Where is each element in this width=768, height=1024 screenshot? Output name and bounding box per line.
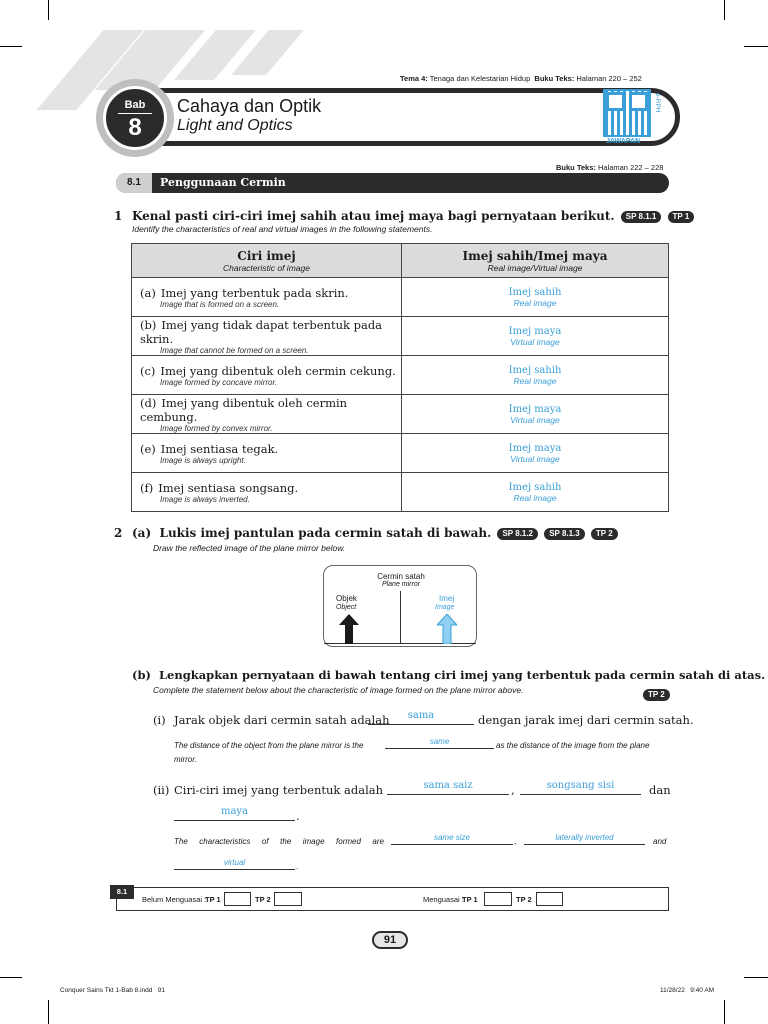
- buku-range: Halaman 220 – 252: [576, 74, 642, 83]
- q2b-text-en: Complete the statement below about the characteristic of image formed on the plane mirror above.: [153, 685, 524, 695]
- crop-mark: [48, 1000, 49, 1024]
- answer-cell[interactable]: [402, 278, 669, 317]
- statement-cell: [132, 395, 402, 434]
- statement-en: Image that cannot be formed on a screen.: [160, 345, 309, 355]
- buku-label-2: Buku Teks:: [556, 163, 596, 172]
- q2bii-answer3-en: virtual: [223, 858, 246, 867]
- belum-tp2-label: TP 2: [255, 895, 271, 904]
- image-arrow-icon: [437, 614, 457, 644]
- statement-cell: [132, 356, 402, 395]
- answer-ms: Imej maya: [508, 442, 562, 454]
- statement-ms: Imej yang dibentuk oleh cermin cekung.: [160, 363, 396, 378]
- answer-en: Virtual image: [510, 453, 560, 464]
- row-label: (d): [140, 395, 157, 410]
- answer-ms: Imej maya: [508, 325, 562, 337]
- q2bi-answer-ms: sama: [407, 710, 435, 721]
- mirror-label-en: Plane mirror: [381, 581, 421, 588]
- table-row: [132, 473, 669, 512]
- q2a-badge-sp2: SP 8.1.3: [544, 528, 585, 540]
- q2b-text: Lengkapkan pernyataan di bawah tentang ciri imej yang terbentuk pada cermin satah di atas.: [158, 668, 766, 682]
- qr-side-label: e-RPH: [654, 93, 661, 113]
- q2a-text-ms: [132, 526, 618, 540]
- row-label: (a): [140, 285, 156, 300]
- crop-mark: [724, 1000, 725, 1024]
- answer-en: Virtual image: [510, 336, 560, 347]
- tema-line: [400, 74, 642, 83]
- statement-cell: [132, 278, 402, 317]
- answer-en: Real image: [513, 375, 557, 386]
- row-label: (e): [140, 441, 156, 456]
- section-number: 8.1: [116, 173, 152, 193]
- q1-text-ms: [132, 209, 694, 223]
- object-arrow-icon: [339, 614, 359, 644]
- crop-mark: [0, 46, 22, 47]
- q2bii-comma-en: ,: [514, 837, 517, 846]
- answer-en: Virtual image: [510, 414, 560, 425]
- image-label-en: Image: [435, 604, 455, 611]
- page-number: 91: [372, 931, 408, 949]
- tema-text: Tenaga dan Kelestarian Hidup: [429, 74, 531, 83]
- answer-cell[interactable]: [402, 434, 669, 473]
- plane-mirror-line: [400, 591, 401, 643]
- statement-cell: [132, 317, 402, 356]
- crop-mark: [744, 977, 768, 978]
- belum-tp1-checkbox[interactable]: [224, 892, 251, 906]
- statement-ms: Imej sentiasa tegak.: [160, 441, 279, 456]
- crop-mark: [744, 46, 768, 47]
- q1-number: 1: [114, 209, 123, 223]
- q2bii-dan: dan: [649, 783, 671, 797]
- answer-en: Real image: [513, 297, 557, 308]
- col1-ms: Ciri imej: [237, 248, 296, 263]
- q2bii-answer1-ms: sama saiz: [423, 780, 473, 791]
- answer-cell[interactable]: [402, 317, 669, 356]
- answer-cell[interactable]: [402, 395, 669, 434]
- characteristics-table: [131, 243, 669, 512]
- statement-en: Image formed by convex mirror.: [160, 423, 273, 433]
- q2bi-label: (i): [153, 713, 166, 727]
- table-row: [132, 395, 669, 434]
- col1-en: Characteristic of image: [223, 262, 310, 273]
- statement-ms: Imej sentiasa songsang.: [158, 480, 299, 495]
- q2-number: 2: [114, 526, 123, 540]
- col-header-image-type: [402, 244, 669, 278]
- tema-label: Tema 4:: [400, 74, 428, 83]
- menguasai-tp1-checkbox[interactable]: [484, 892, 512, 906]
- q1-badge-tp: TP 1: [668, 211, 695, 223]
- file-name: Conquer Sains Tkt 1-Bab 8.indd 91: [60, 987, 166, 994]
- belum-tp1-label: TP 1: [205, 895, 221, 904]
- q2a-text-en: Draw the reflected image of the plane mirror below.: [153, 543, 346, 553]
- q2bi-post-en2: mirror.: [174, 755, 197, 764]
- q2bii-answer2-en: laterally inverted: [555, 833, 614, 842]
- q2bii-period-en: .: [296, 862, 299, 871]
- answer-cell[interactable]: [402, 356, 669, 395]
- statement-en: Image is always upright.: [160, 455, 246, 465]
- statement-cell: [132, 434, 402, 473]
- table-row: [132, 434, 669, 473]
- q1-badge-sp: SP 8.1.1: [621, 211, 662, 223]
- q2b-badge-tp: TP 2: [643, 689, 670, 701]
- answer-en: Real image: [513, 492, 557, 503]
- q2a-badge-tp: TP 2: [591, 528, 618, 540]
- menguasai-tp1-label: TP 1: [462, 895, 478, 904]
- table-row: [132, 317, 669, 356]
- q2a-text: Lukis imej pantulan pada cermin satah di bawah.: [159, 526, 492, 540]
- mirror-label-ms: Cermin satah: [377, 572, 425, 581]
- table-header-row: [132, 244, 669, 278]
- crop-mark: [48, 0, 49, 20]
- menguasai-tp2-checkbox[interactable]: [536, 892, 563, 906]
- statement-cell: [132, 473, 402, 512]
- qr-label: JAWAPAN: [606, 138, 641, 145]
- image-label-ms: Imej: [439, 594, 455, 603]
- table-row: [132, 278, 669, 317]
- row-label: (c): [140, 363, 156, 378]
- answer-ms: Imej sahih: [508, 364, 562, 376]
- q2a-label: (a): [132, 526, 152, 540]
- q2bii-pre-en: The characteristics of the image formed are: [174, 837, 384, 846]
- q2b-label: (b): [132, 668, 151, 682]
- row-label: (f): [140, 480, 154, 495]
- q2bii-label: (ii): [153, 783, 170, 797]
- qr-code-icon[interactable]: [603, 89, 651, 137]
- q2bi-post-ms: dengan jarak imej dari cermin satah.: [478, 713, 694, 727]
- q2bii-answer2-ms: songsang sisi: [546, 780, 615, 791]
- q2bi-post-en: as the distance of the image from the plane: [496, 741, 650, 750]
- table-row: [132, 356, 669, 395]
- file-timestamp: 11/28/22 9:40 AM: [660, 987, 715, 994]
- col2-en: Real image/Virtual image: [487, 262, 583, 273]
- crop-mark: [724, 0, 725, 20]
- plane-mirror-diagram: [323, 565, 477, 647]
- bab-number: 8: [118, 113, 152, 140]
- answer-ms: Imej sahih: [508, 286, 562, 298]
- statement-en: Image is always inverted.: [160, 494, 250, 504]
- object-label-ms: Objek: [336, 594, 357, 603]
- q2bii-period: .: [296, 809, 300, 823]
- chapter-badge: [103, 86, 167, 150]
- menguasai-tp2-label: TP 2: [516, 895, 532, 904]
- q2bi-answer-en: same: [429, 737, 450, 746]
- statement-en: Image that is formed on a screen.: [160, 299, 280, 309]
- q1-text: Kenal pasti ciri-ciri imej sahih atau imej maya bagi pernyataan berikut.: [132, 209, 615, 223]
- q2bii-answer3-ms: maya: [220, 806, 249, 817]
- q2bii-comma: ,: [511, 783, 515, 797]
- statement-ms: Imej yang dibentuk oleh cermin cembung.: [140, 395, 348, 424]
- chapter-title-ms: Cahaya dan Optik: [177, 96, 322, 116]
- q2a-badge-sp1: SP 8.1.2: [497, 528, 538, 540]
- section-title: Penggunaan Cermin: [160, 176, 286, 189]
- row-label: (b): [140, 317, 157, 332]
- mastery-section-tag: 8.1: [110, 885, 134, 899]
- belum-tp2-checkbox[interactable]: [274, 892, 302, 906]
- col2-ms: Imej sahih/Imej maya: [462, 248, 608, 263]
- q2bii-answer1-en: same size: [433, 833, 470, 842]
- answer-ms: Imej maya: [508, 403, 562, 415]
- q2bii-pre-ms: Ciri-ciri imej yang terbentuk adalah: [174, 783, 384, 797]
- belum-label: Belum Menguasai :: [142, 895, 207, 904]
- menguasai-label: Menguasai :: [423, 895, 464, 904]
- buku-label: Buku Teks:: [534, 74, 575, 83]
- object-label-en: Object: [336, 604, 357, 611]
- statement-en: Image formed by concave mirror.: [160, 377, 278, 387]
- col-header-characteristic: [132, 244, 402, 278]
- buku-range-2: Halaman 222 – 228: [597, 163, 664, 172]
- crop-mark: [0, 977, 22, 978]
- q1-text-en: Identify the characteristics of real and virtual images in the following statements.: [132, 224, 433, 234]
- q2b-text-ms: [132, 668, 765, 682]
- bab-label: Bab: [124, 99, 146, 111]
- q2b-badge: [641, 684, 670, 703]
- q2bi-pre-ms: Jarak objek dari cermin satah adalah: [174, 713, 390, 727]
- q2bi-pre-en: The distance of the object from the plane mirror is the: [174, 741, 364, 750]
- q2bii-and: and: [653, 837, 667, 846]
- statement-ms: Imej yang terbentuk pada skrin.: [160, 285, 349, 300]
- statement-ms: Imej yang tidak dapat terbentuk pada skrin.: [140, 317, 383, 346]
- chapter-title-en: Light and Optics: [177, 117, 293, 134]
- answer-cell[interactable]: [402, 473, 669, 512]
- buku-teks-line: [556, 163, 663, 172]
- answer-ms: Imej sahih: [508, 481, 562, 493]
